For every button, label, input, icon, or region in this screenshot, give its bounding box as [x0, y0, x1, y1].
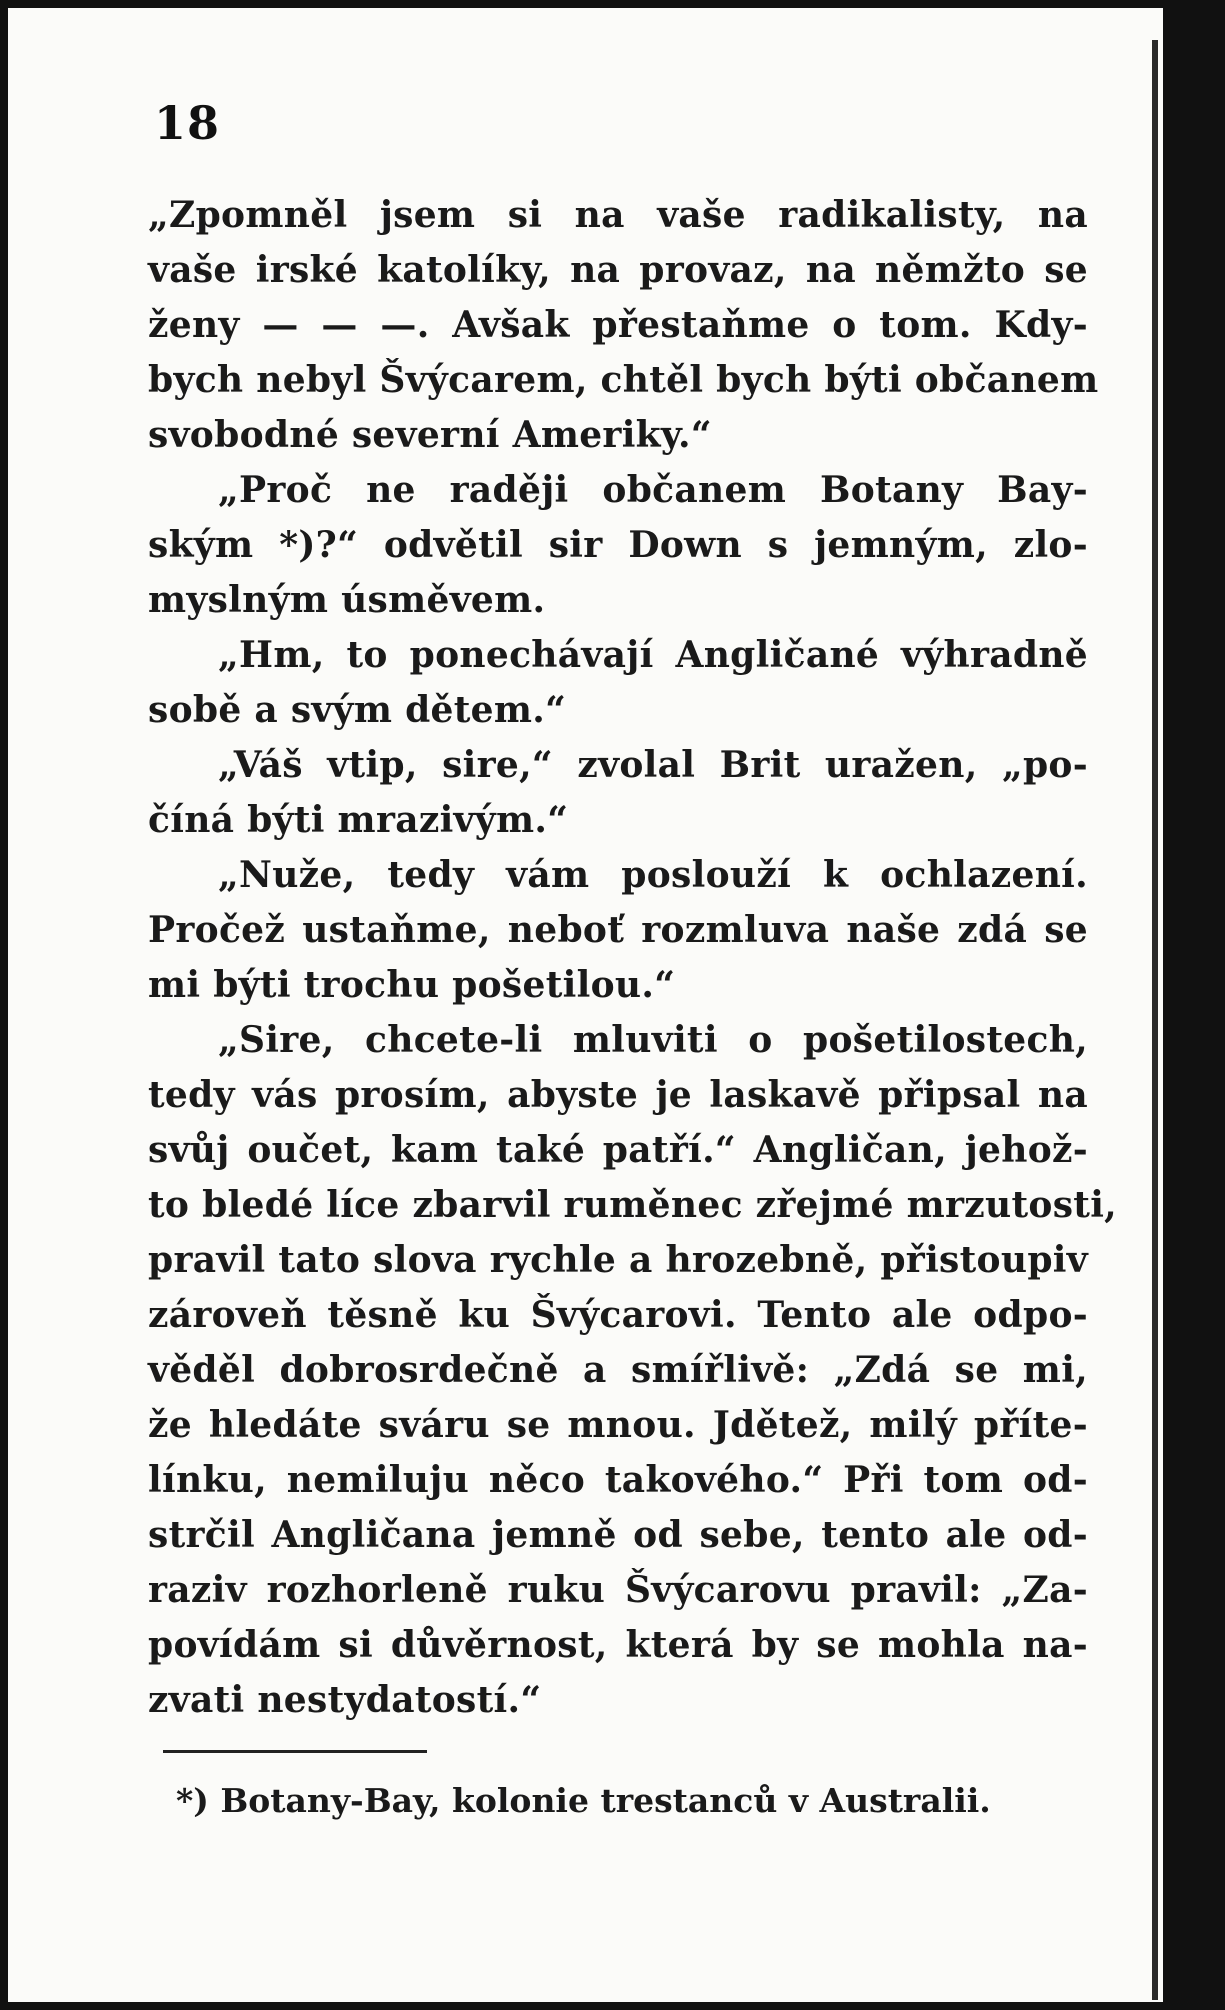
text-line: strčil Angličana jemně od sebe, tento ale od- — [148, 1514, 1088, 1556]
text-line: to bledé líce zbarvil ruměnec zřejmé mrzutosti, — [148, 1184, 1118, 1226]
text-line: línku, nemiluju něco takového.“ Při tom od- — [148, 1459, 1088, 1501]
text-line: sobě a svým dětem.“ — [148, 689, 567, 731]
page-edge-shadow — [1152, 40, 1158, 2000]
text-line: mi býti trochu pošetilou.“ — [148, 964, 676, 1006]
text-line: tedy vás prosím, abyste je laskavě připsal na — [148, 1074, 1088, 1116]
text-line: povídám si důvěrnost, která by se mohla na- — [148, 1624, 1088, 1666]
footnote-divider — [163, 1750, 427, 1753]
text-line: že hledáte sváru se mnou. Jdětež, milý příte- — [148, 1404, 1088, 1446]
text-line: zvati nestydatostí.“ — [148, 1679, 542, 1721]
text-line: věděl dobrosrdečně a smířlivě: „Zdá se mi, — [148, 1349, 1088, 1391]
text-line: zároveň těsně ku Švýcarovi. Tento ale odpo- — [148, 1294, 1088, 1336]
text-line: „Hm, to ponechávají Angličané výhradně — [218, 634, 1088, 676]
text-line: číná býti mrazivým.“ — [148, 799, 569, 841]
page-number: 18 — [154, 96, 221, 150]
text-line: svobodné severní Ameriky.“ — [148, 414, 712, 456]
text-line: pravil tato slova rychle a hrozebně, přistoupiv — [148, 1239, 1088, 1281]
text-line: raziv rozhorleně ruku Švýcarovu pravil: „Za- — [148, 1569, 1088, 1611]
body-text — [148, 188, 1118, 1728]
text-line: vaše irské katolíky, na provaz, na němžto se — [148, 249, 1088, 291]
text-line: Pročež ustaňme, neboť rozmluva naše zdá se — [148, 909, 1088, 951]
text-line: ženy — — —. Avšak přestaňme o tom. Kdy- — [148, 304, 1088, 346]
text-line: bych nebyl Švýcarem, chtěl bych býti občanem — [148, 359, 1099, 401]
text-line: ským *)?“ odvětil sir Down s jemným, zlo- — [148, 524, 1088, 566]
text-line: „Zpomněl jsem si na vaše radikalisty, na — [148, 194, 1088, 236]
text-line: „Sire, chcete-li mluviti o pošetilostech, — [218, 1019, 1088, 1061]
text-line: „Proč ne raději občanem Botany Bay- — [218, 469, 1088, 511]
text-line: „Nuže, tedy vám poslouží k ochlazení. — [218, 854, 1088, 896]
footnote: *) Botany-Bay, kolonie trestanců v Australii. — [176, 1781, 991, 1820]
text-line: svůj oučet, kam také patří.“ Angličan, jehož- — [148, 1129, 1088, 1171]
book-page — [8, 8, 1163, 2002]
text-line: myslným úsměvem. — [148, 579, 546, 621]
text-line: „Váš vtip, sire,“ zvolal Brit uražen, „po- — [218, 744, 1088, 786]
